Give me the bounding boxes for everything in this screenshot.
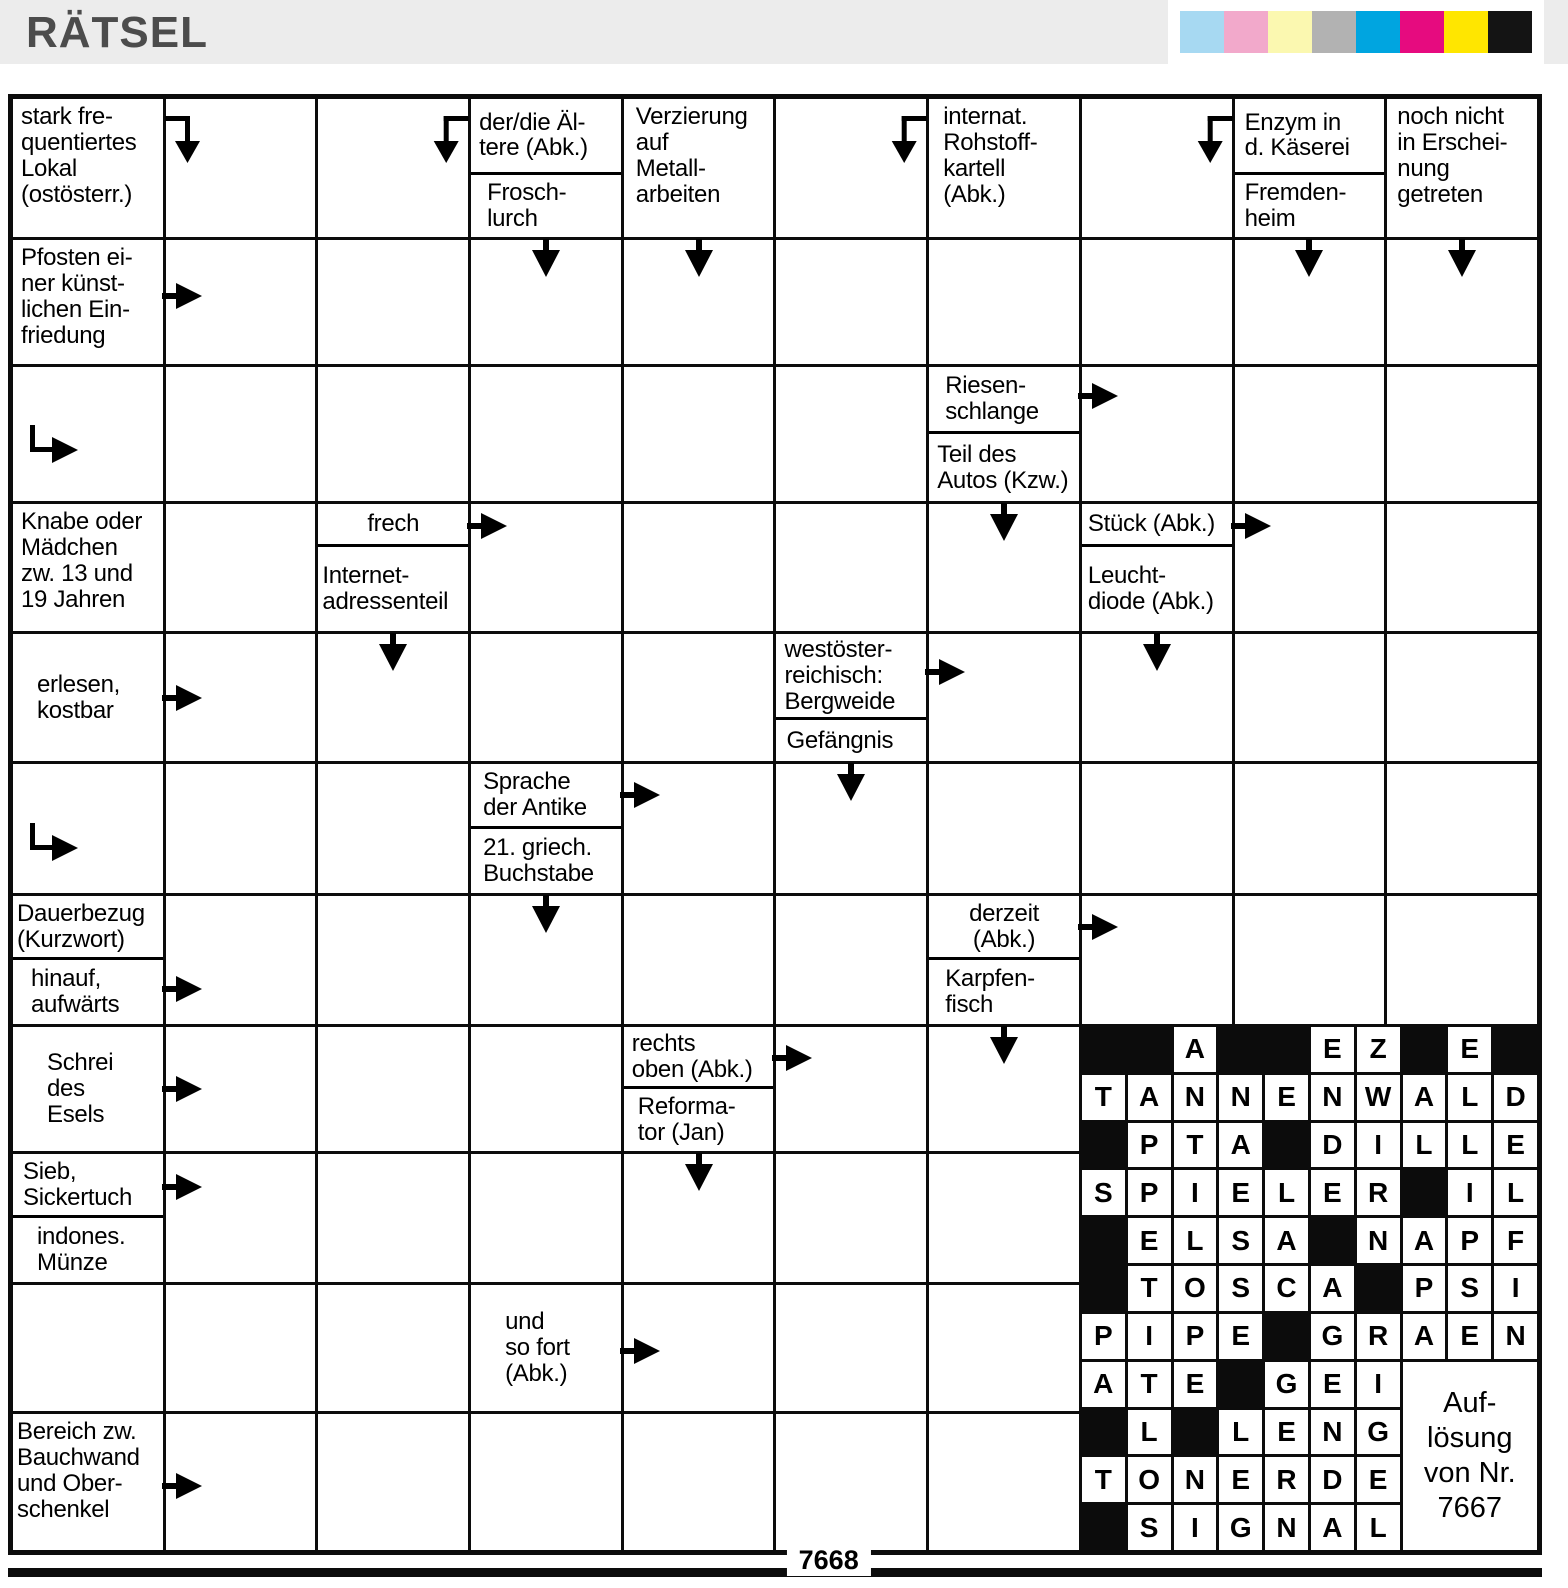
solution-letter-cell: I bbox=[1174, 1170, 1217, 1215]
elbow-down-arrow bbox=[772, 106, 927, 164]
right-arrow bbox=[772, 1043, 814, 1073]
down-arrow bbox=[988, 1026, 1020, 1066]
solution-letter-cell: L bbox=[1494, 1170, 1537, 1215]
solution-letter-cell: D bbox=[1311, 1457, 1354, 1502]
solution-letter-cell: R bbox=[1357, 1314, 1400, 1359]
solution-letter-cell: P bbox=[1082, 1314, 1125, 1359]
down-arrow bbox=[988, 503, 1020, 543]
clue-text: 21. griech. Buchstabe bbox=[483, 833, 594, 887]
answer-cell-r7c8[interactable] bbox=[1082, 896, 1232, 1024]
right-arrow bbox=[1078, 381, 1120, 411]
clue-text: und so fort (Abk.) bbox=[505, 1308, 570, 1387]
clue-text: derzeit (Abk.) bbox=[969, 899, 1039, 953]
page-header bbox=[0, 0, 1568, 64]
solution-black-cell bbox=[1219, 1362, 1262, 1407]
solution-letter-cell: N bbox=[1311, 1075, 1354, 1120]
solution-letter-cell: L bbox=[1174, 1218, 1217, 1263]
solution-letter-cell: L bbox=[1128, 1410, 1171, 1455]
solution-letter-cell: C bbox=[1265, 1266, 1308, 1311]
solution-letter-cell: O bbox=[1174, 1266, 1217, 1311]
solution-letter-cell: L bbox=[1357, 1505, 1400, 1550]
answer-cell-r11c6[interactable] bbox=[776, 1414, 926, 1550]
clue-cell-r1c4 bbox=[471, 99, 621, 237]
answer-cell-r9c3[interactable] bbox=[318, 1154, 468, 1282]
clue-text: noch nicht in Erschei- nung getreten bbox=[1397, 103, 1508, 208]
answer-cell-r10c6[interactable] bbox=[776, 1285, 926, 1411]
solution-letter-cell: I bbox=[1448, 1170, 1491, 1215]
solution-letter-cell: N bbox=[1174, 1075, 1217, 1120]
answer-cell-r10c7[interactable] bbox=[929, 1285, 1079, 1411]
clue-cell-r6c4 bbox=[471, 764, 621, 893]
solution-letter-cell: A bbox=[1311, 1266, 1354, 1311]
solution-letter-cell: I bbox=[1494, 1266, 1537, 1311]
answer-cell-r5c4[interactable] bbox=[471, 634, 621, 761]
solution-letter-cell: E bbox=[1128, 1218, 1171, 1263]
answer-cell-r4c7[interactable] bbox=[929, 504, 1079, 631]
solution-letter-cell: E bbox=[1448, 1314, 1491, 1359]
solution-grid bbox=[1082, 1027, 1537, 1550]
solution-letter-cell: E bbox=[1265, 1410, 1308, 1455]
answer-cell-r8c2[interactable] bbox=[166, 1027, 316, 1151]
answer-cell-r6c1[interactable] bbox=[13, 764, 163, 893]
answer-cell-r6c3[interactable] bbox=[318, 764, 468, 893]
solution-letter-cell: A bbox=[1265, 1218, 1308, 1263]
clue-cell-r8c5 bbox=[624, 1027, 774, 1151]
clue-text: Bereich zw. Bauchwand und Ober- schenkel bbox=[17, 1418, 140, 1523]
answer-cell-r2c9[interactable] bbox=[1235, 240, 1385, 364]
clue-cell-r7c1 bbox=[13, 896, 163, 1024]
right-arrow bbox=[1231, 511, 1273, 541]
answer-cell-r7c5[interactable] bbox=[624, 896, 774, 1024]
clue-text: rechts oben (Abk.) bbox=[631, 1029, 753, 1083]
right-arrow bbox=[620, 780, 662, 810]
clue-text: Verzierung auf Metall- arbeiten bbox=[635, 103, 748, 208]
solution-black-cell bbox=[1265, 1027, 1308, 1072]
elbow-down-arrow bbox=[314, 106, 469, 164]
solution-letter-cell: Z bbox=[1357, 1027, 1400, 1072]
solution-black-cell bbox=[1082, 1266, 1125, 1311]
solution-letter-cell: E bbox=[1219, 1314, 1262, 1359]
answer-cell-r8c7[interactable] bbox=[929, 1027, 1079, 1151]
answer-cell-r3c4[interactable] bbox=[471, 367, 621, 501]
answer-cell-r7c6[interactable] bbox=[776, 896, 926, 1024]
clue-text: Enzym in d. Käserei bbox=[1244, 108, 1350, 162]
answer-cell-r7c4[interactable] bbox=[471, 896, 621, 1024]
answer-cell-r8c4[interactable] bbox=[471, 1027, 621, 1151]
solution-letter-cell: T bbox=[1128, 1362, 1171, 1407]
clue-text: internat. Rohstoff- kartell (Abk.) bbox=[943, 103, 1038, 208]
answer-cell-r4c10[interactable] bbox=[1387, 504, 1537, 631]
clue-text: Riesen- schlange bbox=[945, 372, 1039, 425]
clue-text: Internet- adressenteil bbox=[322, 562, 449, 616]
color-calibration-bar bbox=[1168, 0, 1544, 64]
clue-text: der/die Äl- tere (Abk.) bbox=[479, 108, 588, 162]
solution-letter-cell: E bbox=[1357, 1457, 1400, 1502]
solution-letter-cell: E bbox=[1219, 1170, 1262, 1215]
answer-cell-r2c6[interactable] bbox=[776, 240, 926, 364]
answer-cell-r2c8[interactable] bbox=[1082, 240, 1232, 364]
answer-cell-r10c3[interactable] bbox=[318, 1285, 468, 1411]
solution-letter-cell: I bbox=[1357, 1123, 1400, 1168]
answer-cell-r11c5[interactable] bbox=[624, 1414, 774, 1550]
answer-cell-r2c10[interactable] bbox=[1387, 240, 1537, 364]
down-arrow bbox=[1141, 633, 1173, 673]
solution-letter-cell: I bbox=[1174, 1505, 1217, 1550]
answer-cell-r4c4[interactable] bbox=[471, 504, 621, 631]
solution-letter-cell: L bbox=[1219, 1410, 1262, 1455]
answer-cell-r4c2[interactable] bbox=[166, 504, 316, 631]
clue-text: erlesen, kostbar bbox=[37, 670, 120, 724]
solution-letter-cell: A bbox=[1082, 1362, 1125, 1407]
solution-letter-cell: S bbox=[1128, 1505, 1171, 1550]
clue-cell-r3c7 bbox=[929, 367, 1079, 501]
right-arrow bbox=[467, 511, 509, 541]
solution-letter-cell: S bbox=[1448, 1266, 1491, 1311]
answer-cell-r1c3[interactable] bbox=[318, 99, 468, 237]
answer-cell-r11c3[interactable] bbox=[318, 1414, 468, 1550]
clue-cell-r5c1 bbox=[13, 634, 163, 761]
answer-cell-r5c8[interactable] bbox=[1082, 634, 1232, 761]
clue-text: stark fre- quentiertes Lokal (ostösterr.) bbox=[21, 103, 137, 208]
answer-cell-r9c2[interactable] bbox=[166, 1154, 316, 1282]
color-swatch bbox=[1312, 11, 1356, 53]
solution-letter-cell: N bbox=[1265, 1505, 1308, 1550]
clue-cell-r7c7 bbox=[929, 896, 1079, 1024]
right-arrow bbox=[1078, 912, 1120, 942]
answer-cell-r2c3[interactable] bbox=[318, 240, 468, 364]
solution-letter-cell: T bbox=[1082, 1075, 1125, 1120]
elbow-right-arrow bbox=[18, 425, 80, 475]
clue-cell-r5c6 bbox=[776, 634, 926, 761]
solution-letter-cell: P bbox=[1128, 1170, 1171, 1215]
answer-cell-r9c5[interactable] bbox=[624, 1154, 774, 1282]
clue-cell-r4c3 bbox=[318, 504, 468, 631]
solution-black-cell bbox=[1128, 1027, 1171, 1072]
solution-letter-cell: N bbox=[1494, 1314, 1537, 1359]
answer-cell-r1c2[interactable] bbox=[166, 99, 316, 237]
solution-letter-cell: D bbox=[1494, 1075, 1537, 1120]
clue-text: Reforma- tor (Jan) bbox=[637, 1093, 736, 1146]
answer-cell-r6c6[interactable] bbox=[776, 764, 926, 893]
clue-text: indones. Münze bbox=[37, 1223, 126, 1276]
clue-cell-r8c1 bbox=[13, 1027, 163, 1151]
solution-black-cell bbox=[1494, 1027, 1537, 1072]
answer-cell-r10c2[interactable] bbox=[166, 1285, 316, 1411]
solution-black-cell bbox=[1265, 1314, 1308, 1359]
solution-letter-cell: E bbox=[1448, 1027, 1491, 1072]
answer-cell-r2c5[interactable] bbox=[624, 240, 774, 364]
answer-cell-r3c8[interactable] bbox=[1082, 367, 1232, 501]
clue-text: hinauf, aufwärts bbox=[31, 965, 120, 1018]
solution-letter-cell: P bbox=[1403, 1266, 1446, 1311]
page-title: RÄTSEL bbox=[26, 8, 208, 57]
clue-cell-r1c9 bbox=[1235, 99, 1385, 237]
clue-text: Gefängnis bbox=[786, 726, 894, 754]
answer-cell-r11c4[interactable] bbox=[471, 1414, 621, 1550]
solution-letter-cell: R bbox=[1357, 1170, 1400, 1215]
solution-letter-cell: E bbox=[1219, 1457, 1262, 1502]
solution-letter-cell: G bbox=[1219, 1505, 1262, 1550]
answer-cell-r4c5[interactable] bbox=[624, 504, 774, 631]
solution-letter-cell: G bbox=[1265, 1362, 1308, 1407]
solution-letter-cell: A bbox=[1128, 1075, 1171, 1120]
solution-letter-cell: E bbox=[1265, 1075, 1308, 1120]
down-arrow bbox=[683, 239, 715, 279]
clue-text: Karpfen- fisch bbox=[945, 965, 1035, 1018]
answer-cell-r9c4[interactable] bbox=[471, 1154, 621, 1282]
solution-letter-cell: E bbox=[1311, 1170, 1354, 1215]
clue-text: Fremden- heim bbox=[1244, 179, 1347, 232]
answer-cell-r7c9[interactable] bbox=[1235, 896, 1385, 1024]
right-arrow bbox=[620, 1336, 662, 1366]
solution-letter-cell: A bbox=[1219, 1123, 1262, 1168]
answer-cell-r6c2[interactable] bbox=[166, 764, 316, 893]
answer-cell-r8c3[interactable] bbox=[318, 1027, 468, 1151]
solution-letter-cell: N bbox=[1174, 1457, 1217, 1502]
clue-text: Knabe oder Mädchen zw. 13 und 19 Jahren bbox=[21, 508, 143, 613]
color-swatch bbox=[1356, 11, 1400, 53]
solution-black-cell bbox=[1357, 1266, 1400, 1311]
clue-cell-r2c1 bbox=[13, 240, 163, 364]
crossword-grid bbox=[8, 94, 1542, 1555]
answer-cell-r7c2[interactable] bbox=[166, 896, 316, 1024]
solution-letter-cell: E bbox=[1311, 1027, 1354, 1072]
solution-letter-cell: S bbox=[1219, 1266, 1262, 1311]
answer-cell-r5c9[interactable] bbox=[1235, 634, 1385, 761]
solution-letter-cell: I bbox=[1128, 1314, 1171, 1359]
puzzle-number: 7668 bbox=[787, 1545, 871, 1576]
solution-black-cell bbox=[1082, 1218, 1125, 1263]
clue-text: Leucht- diode (Abk.) bbox=[1087, 562, 1214, 616]
solution-letter-cell: F bbox=[1494, 1218, 1537, 1263]
solution-black-cell bbox=[1219, 1027, 1262, 1072]
solution-letter-cell: D bbox=[1311, 1123, 1354, 1168]
answer-cell-r3c10[interactable] bbox=[1387, 367, 1537, 501]
solution-letter-cell: S bbox=[1219, 1218, 1262, 1263]
color-swatch bbox=[1444, 11, 1488, 53]
solution-letter-cell: E bbox=[1494, 1123, 1537, 1168]
answer-cell-r11c2[interactable] bbox=[166, 1414, 316, 1550]
solution-letter-cell: W bbox=[1357, 1075, 1400, 1120]
clue-text: frech bbox=[367, 510, 420, 538]
down-arrow bbox=[530, 895, 562, 935]
clue-text: westöster- reichisch: Bergweide bbox=[784, 635, 896, 715]
solution-letter-cell: P bbox=[1174, 1314, 1217, 1359]
answer-cell-r6c9[interactable] bbox=[1235, 764, 1385, 893]
solution-black-cell bbox=[1174, 1410, 1217, 1455]
clue-cell-r11c1 bbox=[13, 1414, 163, 1550]
solution-letter-cell: E bbox=[1174, 1362, 1217, 1407]
right-arrow bbox=[925, 657, 967, 687]
solution-letter-cell: E bbox=[1311, 1362, 1354, 1407]
answer-cell-r7c3[interactable] bbox=[318, 896, 468, 1024]
clue-cell-r4c8 bbox=[1082, 504, 1232, 631]
answer-cell-r3c2[interactable] bbox=[166, 367, 316, 501]
color-swatch bbox=[1180, 11, 1224, 53]
right-arrow bbox=[162, 1471, 204, 1501]
answer-cell-r5c5[interactable] bbox=[624, 634, 774, 761]
down-arrow bbox=[530, 239, 562, 279]
answer-cell-r3c1[interactable] bbox=[13, 367, 163, 501]
solution-letter-cell: A bbox=[1403, 1218, 1446, 1263]
solution-black-cell bbox=[1082, 1505, 1125, 1550]
answer-cell-r4c6[interactable] bbox=[776, 504, 926, 631]
right-arrow bbox=[162, 683, 204, 713]
elbow-down-arrow bbox=[1078, 106, 1233, 164]
solution-letter-cell: O bbox=[1128, 1457, 1171, 1502]
solution-letter-cell: N bbox=[1311, 1410, 1354, 1455]
solution-letter-cell: A bbox=[1311, 1505, 1354, 1550]
answer-cell-r11c7[interactable] bbox=[929, 1414, 1079, 1550]
solution-letter-cell: P bbox=[1448, 1218, 1491, 1263]
clue-cell-r9c1 bbox=[13, 1154, 163, 1282]
clue-cell-r1c10 bbox=[1387, 99, 1537, 237]
clue-cell-r1c1 bbox=[13, 99, 163, 237]
solution-letter-cell: L bbox=[1448, 1123, 1491, 1168]
answer-cell-r9c7[interactable] bbox=[929, 1154, 1079, 1282]
solution-letter-cell: L bbox=[1265, 1170, 1308, 1215]
down-arrow bbox=[835, 763, 867, 803]
solution-letter-cell: L bbox=[1448, 1075, 1491, 1120]
down-arrow bbox=[377, 633, 409, 673]
answer-cell-r8c6[interactable] bbox=[776, 1027, 926, 1151]
solution-letter-cell: T bbox=[1128, 1266, 1171, 1311]
color-swatch bbox=[1488, 11, 1532, 53]
clue-cell-r1c5 bbox=[624, 99, 774, 237]
bottom-rule bbox=[8, 1545, 1542, 1577]
down-arrow bbox=[683, 1153, 715, 1193]
solution-letter-cell: G bbox=[1357, 1410, 1400, 1455]
solution-letter-cell: A bbox=[1174, 1027, 1217, 1072]
color-swatch bbox=[1400, 11, 1444, 53]
clue-text: Frosch- lurch bbox=[487, 179, 567, 232]
right-arrow bbox=[162, 1172, 204, 1202]
solution-letter-cell: R bbox=[1265, 1457, 1308, 1502]
right-arrow bbox=[162, 974, 204, 1004]
answer-cell-r2c4[interactable] bbox=[471, 240, 621, 364]
answer-cell-r2c7[interactable] bbox=[929, 240, 1079, 364]
solution-letter-cell: T bbox=[1174, 1123, 1217, 1168]
puzzle-area bbox=[8, 94, 1542, 1577]
clue-cell-r1c7 bbox=[929, 99, 1079, 237]
clue-text: Dauerbezug (Kurzwort) bbox=[17, 899, 145, 953]
right-arrow bbox=[162, 1074, 204, 1104]
solution-letter-cell: A bbox=[1403, 1075, 1446, 1120]
clue-text: Sprache der Antike bbox=[483, 767, 587, 821]
solution-letter-cell: N bbox=[1357, 1218, 1400, 1263]
solution-letter-cell: I bbox=[1357, 1362, 1400, 1407]
solution-letter-cell: T bbox=[1082, 1457, 1125, 1502]
answer-cell-r5c10[interactable] bbox=[1387, 634, 1537, 761]
elbow-down-arrow bbox=[165, 106, 211, 164]
elbow-right-arrow bbox=[18, 823, 80, 873]
answer-cell-r10c1[interactable] bbox=[13, 1285, 163, 1411]
answer-cell-r10c5[interactable] bbox=[624, 1285, 774, 1411]
clue-cell-r10c4 bbox=[471, 1285, 621, 1411]
solution-letter-cell: P bbox=[1128, 1123, 1171, 1168]
clue-text: Sieb, Sickertuch bbox=[23, 1157, 133, 1211]
answer-cell-r1c6[interactable] bbox=[776, 99, 926, 237]
solution-black-cell bbox=[1265, 1123, 1308, 1168]
solution-reference: Auf- lösung von Nr. 7667 bbox=[1403, 1362, 1537, 1550]
right-arrow bbox=[162, 281, 204, 311]
color-swatch bbox=[1268, 11, 1312, 53]
solution-letter-cell: N bbox=[1219, 1075, 1262, 1120]
clue-text: Schrei des Esels bbox=[47, 1049, 114, 1128]
answer-cell-r3c6[interactable] bbox=[776, 367, 926, 501]
answer-cell-r6c10[interactable] bbox=[1387, 764, 1537, 893]
solution-letter-cell: L bbox=[1403, 1123, 1446, 1168]
answer-cell-r2c2[interactable] bbox=[166, 240, 316, 364]
answer-cell-r5c7[interactable] bbox=[929, 634, 1079, 761]
answer-cell-r3c5[interactable] bbox=[624, 367, 774, 501]
clue-text: Teil des Autos (Kzw.) bbox=[937, 440, 1069, 494]
answer-cell-r7c10[interactable] bbox=[1387, 896, 1537, 1024]
solution-black-cell bbox=[1403, 1170, 1446, 1215]
solution-black-cell bbox=[1082, 1027, 1125, 1072]
answer-cell-r1c8[interactable] bbox=[1082, 99, 1232, 237]
answer-cell-r6c7[interactable] bbox=[929, 764, 1079, 893]
solution-letter-cell: A bbox=[1403, 1314, 1446, 1359]
solution-black-cell bbox=[1311, 1218, 1354, 1263]
clue-cell-r4c1 bbox=[13, 504, 163, 631]
answer-cell-r5c2[interactable] bbox=[166, 634, 316, 761]
answer-cell-r9c6[interactable] bbox=[776, 1154, 926, 1282]
down-arrow bbox=[1446, 239, 1478, 279]
answer-cell-r6c8[interactable] bbox=[1082, 764, 1232, 893]
solution-black-cell bbox=[1403, 1027, 1446, 1072]
solution-black-cell bbox=[1082, 1410, 1125, 1455]
answer-cell-r6c5[interactable] bbox=[624, 764, 774, 893]
solution-letter-cell: S bbox=[1082, 1170, 1125, 1215]
down-arrow bbox=[1293, 239, 1325, 279]
answer-cell-r4c9[interactable] bbox=[1235, 504, 1385, 631]
color-swatch bbox=[1224, 11, 1268, 53]
answer-cell-r3c9[interactable] bbox=[1235, 367, 1385, 501]
solution-black-cell bbox=[1082, 1123, 1125, 1168]
answer-cell-r3c3[interactable] bbox=[318, 367, 468, 501]
solution-letter-cell: G bbox=[1311, 1314, 1354, 1359]
clue-text: Stück (Abk.) bbox=[1087, 510, 1215, 538]
answer-cell-r5c3[interactable] bbox=[318, 634, 468, 761]
clue-text: Pfosten ei- ner künst- lichen Ein- friedung bbox=[21, 244, 133, 349]
